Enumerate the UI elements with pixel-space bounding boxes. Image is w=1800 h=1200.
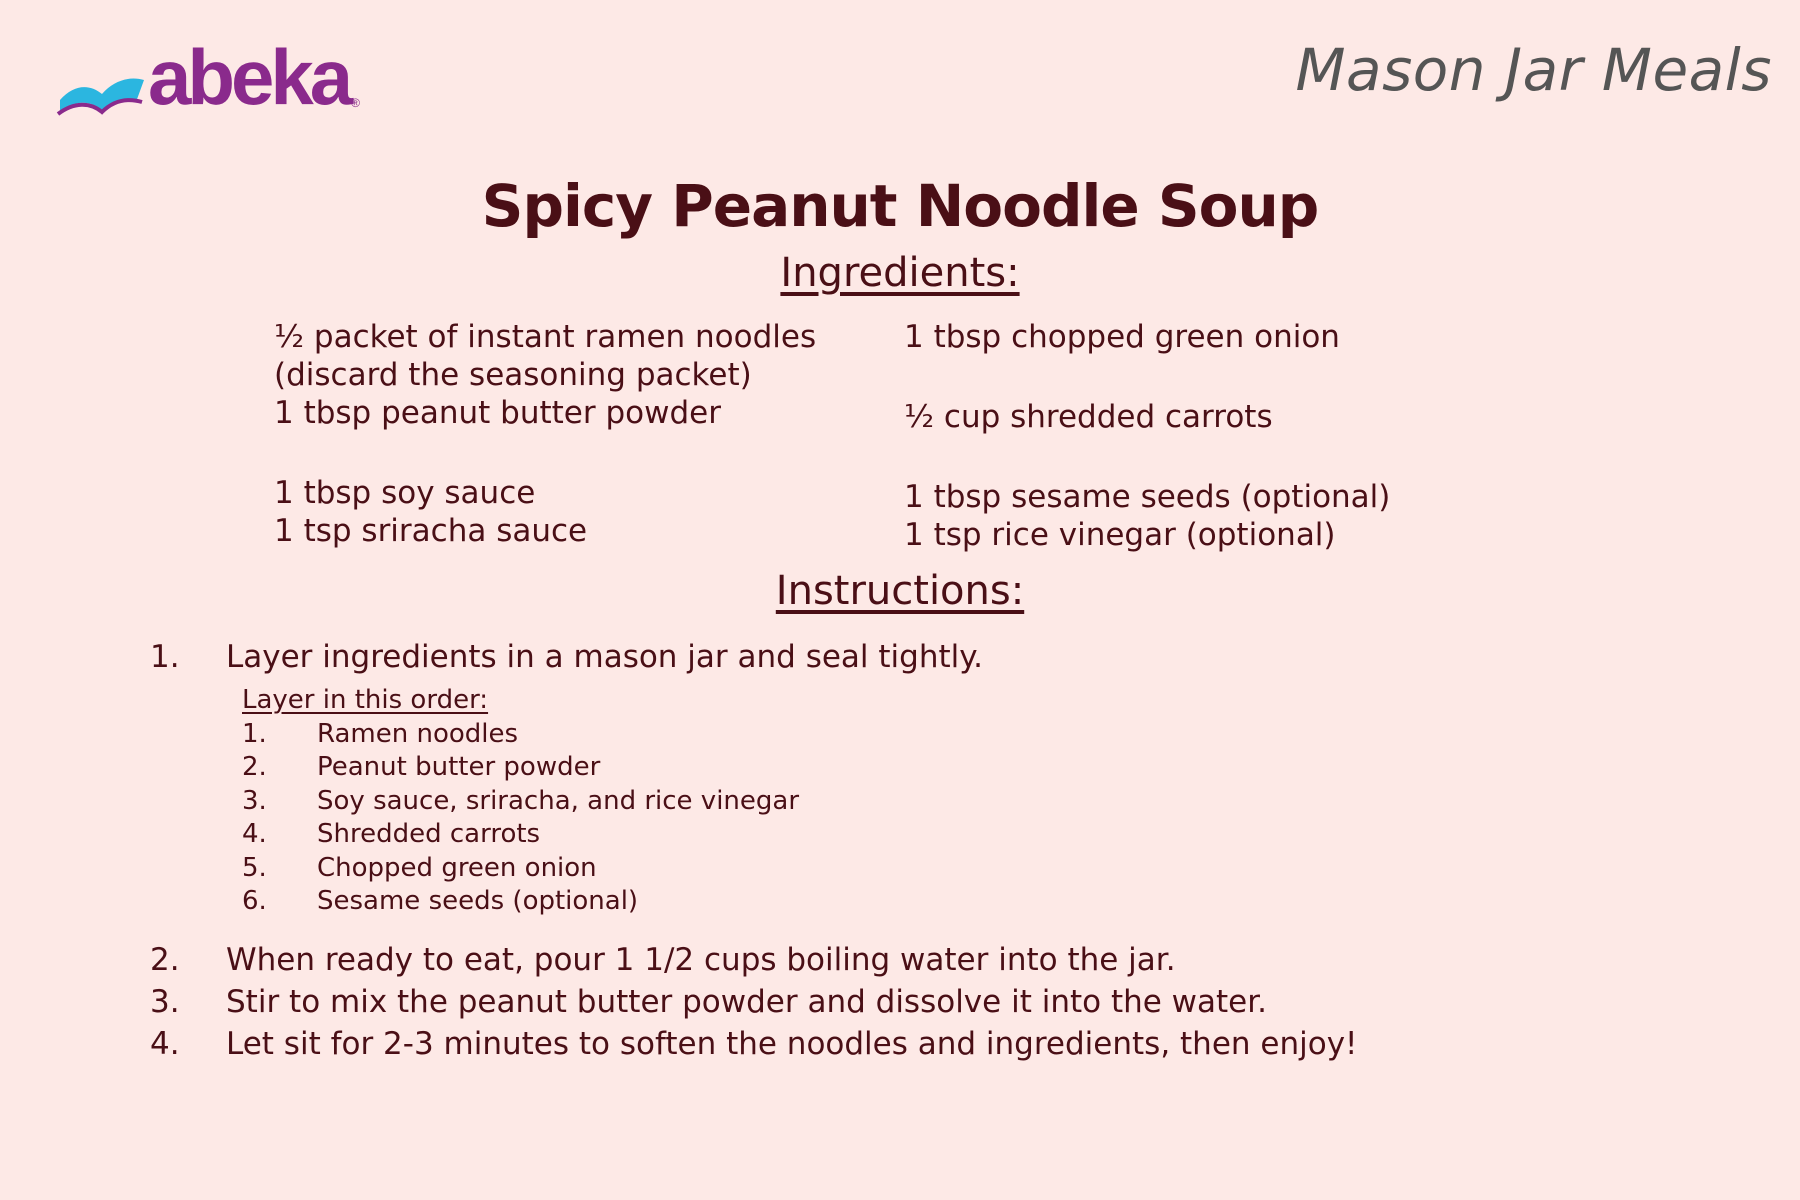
- layer-text: Soy sauce, sriracha, and rice vinegar: [317, 785, 800, 816]
- instructions-heading: Instructions:: [775, 568, 1025, 614]
- layer-text: Sesame seeds (optional): [317, 886, 639, 916]
- step-text: Let sit for 2-3 minutes to soften the noodles and ingredients, then enjoy!: [226, 1025, 1358, 1062]
- layer-order-item: [242, 718, 1650, 752]
- layer-number: 1.: [242, 718, 267, 749]
- ingredient-item: 1 tsp rice vinegar (optional): [904, 517, 1336, 553]
- layer-order-item: [242, 785, 1650, 819]
- open-book-icon: [56, 54, 146, 116]
- layer-number: 6.: [242, 886, 267, 916]
- ingredient-item: 1 tsp sriracha sauce: [274, 513, 588, 549]
- ingredients-right-column: [904, 318, 1524, 554]
- layer-number: 2.: [242, 752, 267, 782]
- instructions-list: [150, 636, 1650, 1065]
- step-number: 2.: [150, 941, 180, 978]
- ingredients-heading: Ingredients:: [780, 250, 1020, 296]
- step-text: Layer ingredients in a mason jar and seal tightly.: [226, 639, 984, 675]
- ingredient-item-note: (discard the seasoning packet): [274, 357, 752, 393]
- logo-wordmark: abeka: [148, 33, 350, 121]
- layer-number: 3.: [242, 785, 267, 816]
- step-text: When ready to eat, pour 1 1/2 cups boiling water into the jar.: [226, 941, 1176, 978]
- layer-number: 4.: [242, 819, 267, 849]
- step-number: 1.: [150, 639, 180, 675]
- ingredient-item: 1 tbsp chopped green onion: [904, 319, 1340, 355]
- ingredient-item: 1 tbsp peanut butter powder: [274, 395, 721, 431]
- abeka-logo: [56, 33, 361, 121]
- layer-text: Peanut butter powder: [317, 752, 601, 782]
- layer-order-item: [242, 818, 1650, 852]
- layer-order-list: [242, 684, 1650, 919]
- layer-order-item: [242, 885, 1650, 919]
- step-text: Stir to mix the peanut butter powder and dissolve it into the water.: [226, 983, 1267, 1020]
- instruction-step: [150, 939, 1650, 981]
- ingredient-item: ½ cup shredded carrots: [904, 399, 1273, 435]
- layer-order-item: [242, 852, 1650, 886]
- layer-text: Chopped green onion: [317, 852, 597, 883]
- layer-order-item: [242, 751, 1650, 785]
- layer-order-heading: Layer in this order:: [242, 685, 489, 715]
- layer-number: 5.: [242, 852, 267, 883]
- instruction-step: [150, 636, 1650, 678]
- ingredient-item: 1 tbsp sesame seeds (optional): [904, 479, 1391, 515]
- step-number: 4.: [150, 1025, 180, 1062]
- layer-text: Ramen noodles: [317, 718, 519, 749]
- ingredient-item: 1 tbsp soy sauce: [274, 475, 536, 511]
- step-number: 3.: [150, 983, 180, 1020]
- registered-mark: ®: [351, 96, 361, 110]
- ingredients-left-column: [274, 318, 874, 550]
- ingredient-item: ½ packet of instant ramen noodles: [274, 319, 817, 355]
- recipe-title: Spicy Peanut Noodle Soup: [481, 172, 1319, 240]
- instruction-step: [150, 981, 1650, 1023]
- series-title: Mason Jar Meals: [1295, 36, 1772, 104]
- layer-text: Shredded carrots: [317, 819, 541, 849]
- instruction-step: [150, 1023, 1650, 1065]
